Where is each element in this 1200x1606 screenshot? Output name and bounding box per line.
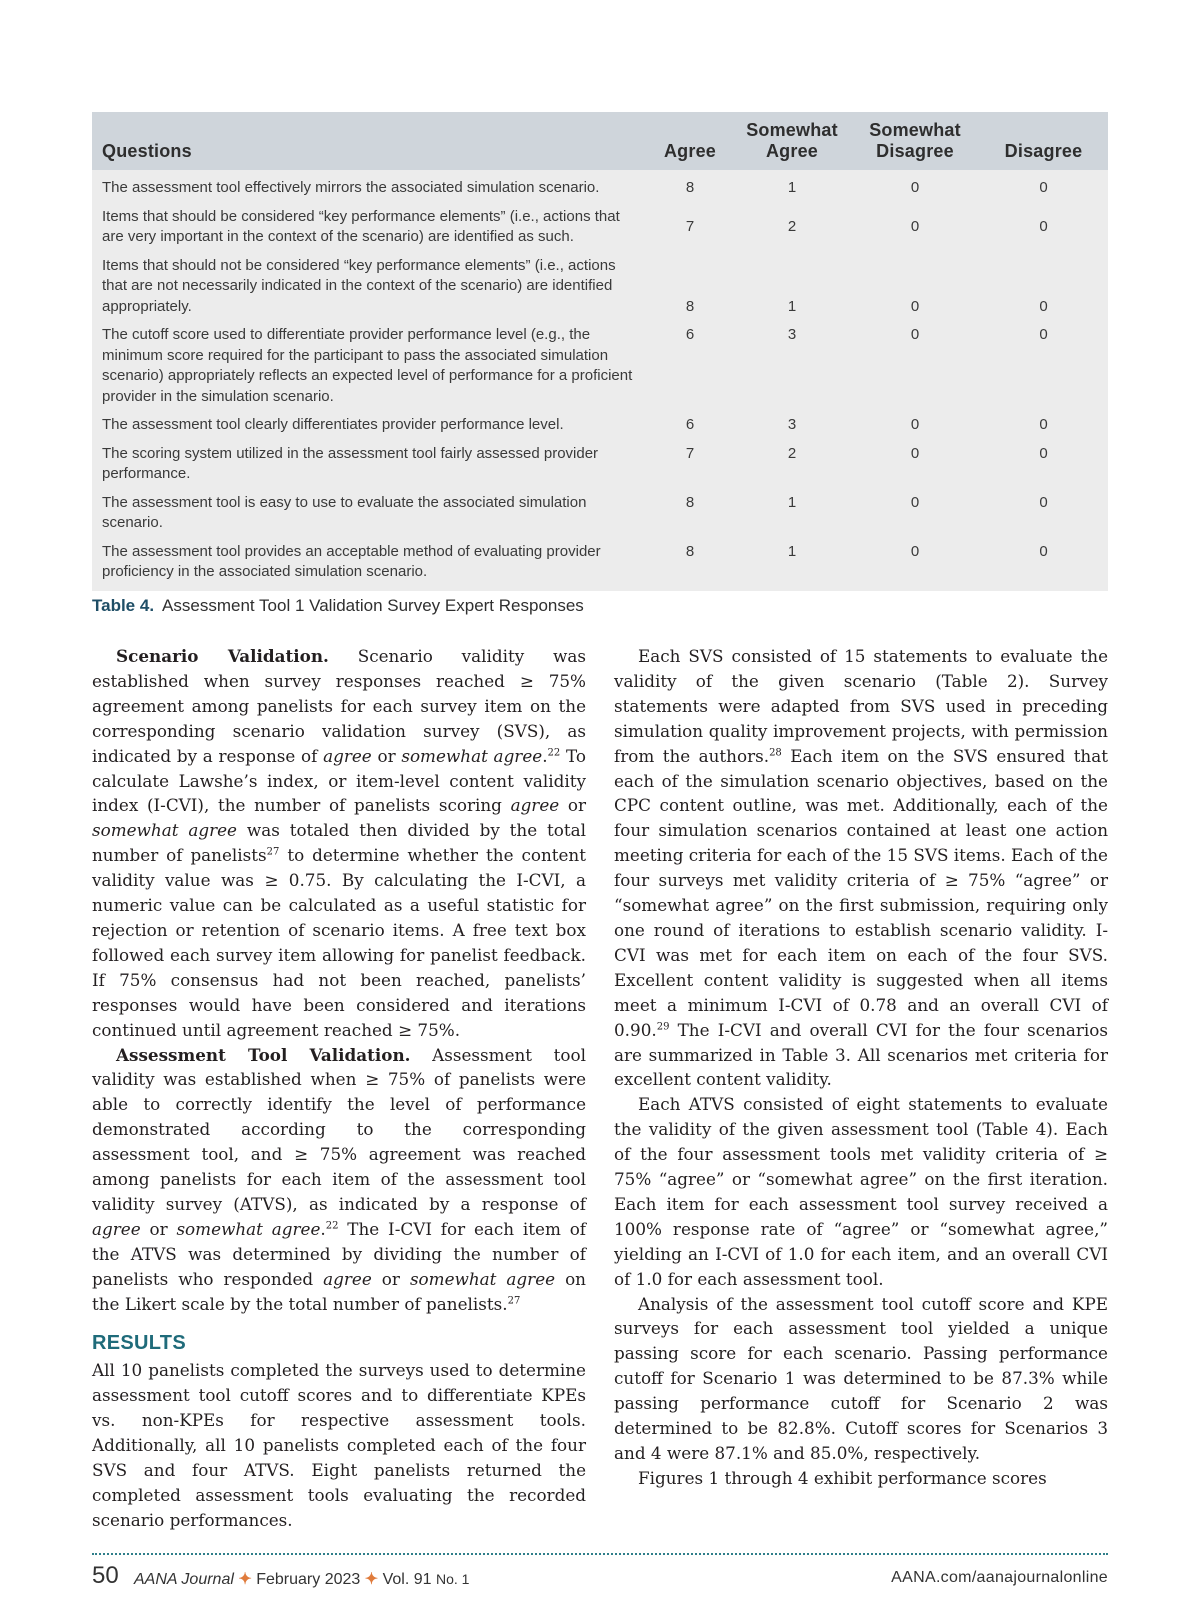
table-row (92, 321, 1108, 411)
agree-cell: 7 (685, 444, 695, 462)
table-row (92, 440, 1108, 489)
table-row (92, 538, 1108, 591)
somewhat-disagree-cell: 0 (910, 217, 920, 235)
page-number: 50 (92, 1562, 119, 1589)
scenario-validation-heading: Scenario Validation. (116, 646, 329, 666)
agree-cell: 8 (685, 493, 695, 511)
agree-cell: 8 (685, 297, 695, 315)
header-somewhat-disagree: Somewhat Disagree (869, 120, 961, 161)
table-4 (92, 112, 1108, 591)
journal-website-link[interactable]: AANA.com/aanajournalonline (891, 1569, 1108, 1586)
question-cell: The assessment tool provides an acceptable method of evaluating provider proficiency in the associated simulation scenario. (102, 542, 601, 580)
question-cell: Items that should be considered “key performance elements” (i.e., actions that are very important in the context of the scenario) are identified as such. (102, 207, 620, 245)
table-row (92, 411, 1108, 440)
left-column (92, 644, 586, 1533)
table-row (92, 203, 1108, 252)
agree-cell: 8 (685, 179, 695, 196)
assessment-tool-validation-paragraph: Assessment Tool Validation. Assessment tool validity was established when ≥ 75% of panelists were able to correctly identify the level of performance demonstrated according to the corresponding assessment tool, and ≥ 75% agreement was reached among panelists for each item of the assessment tool validity survey (ATVS), as indicated by a response of agree or somewhat agree.$^{22}$ The I-CVI for each item of the ATVS was determined by dividing the number of panelists who responded agree or somewhat agree on the Likert scale by the total number of panelists.$^{27}$ (92, 1044, 587, 1314)
somewhat-disagree-cell: 0 (910, 444, 920, 462)
table-caption-label: Table 4. (92, 596, 155, 615)
citation-superscript: 27 (266, 846, 280, 858)
somewhat-agree-cell: 1 (787, 297, 797, 315)
scenario-validation-paragraph: Scenario Validation. Scenario validity was established when survey responses reached ≥ 75% agreement among panelists for each survey item on the corresponding scenario validation survey (SVS), as indicated by a response of agree or somewhat agree.$^{22}$ To calculate Lawshe’s index, or item-level content validity index (I-CVI), the number of panelists scoring agree or somewhat agree was totaled then divided by the total number of panelists$^{27}$ to determine whether the content validity value was ≥ 0.75. By calculating the I-CVI, a numeric value can be calculated as a useful statistic for rejection or retention of scenario items. A free text box followed each survey item allowing for panelist feedback. If 75% consensus had not been reached, panelists’ responses would have been considered and iterations continued until agreement reached ≥ 75%. (92, 646, 587, 1040)
agree-cell: 8 (685, 542, 695, 560)
citation-superscript: 27 (507, 1294, 521, 1306)
table-caption (92, 596, 584, 616)
agree-cell: 6 (685, 326, 695, 343)
somewhat-agree-cell: 1 (787, 542, 797, 560)
results-paragraph: All 10 panelists completed the surveys used to determine assessment tool cutoff scores and to differentiate KPEs vs. non-KPEs for respective assessment tools. Additionally, all 10 panelists completed each of the four SVS and four ATVS. Eight panelists returned the completed assessment tools evaluating the recorded scenario performances. (92, 1360, 586, 1530)
cutoff-paragraph: Analysis of the assessment tool cutoff score and KPE surveys for each assessment tool yielded a unique passing score for each scenario. Passing performance cutoff for Scenario 1 was determined to be 87.3% while passing performance cutoff for Scenario 2 was determined to be 82.8%. Cutoff scores for Scenarios 3 and 4 were 87.1% and 85.0%, respectively. (614, 1293, 1108, 1463)
question-cell: The assessment tool clearly differentiates provider performance level. (102, 416, 564, 433)
somewhat-disagree-cell: 0 (910, 326, 920, 343)
question-cell: The scoring system utilized in the assessment tool fairly assessed provider performance. (102, 444, 599, 482)
somewhat-disagree-cell: 0 (910, 179, 920, 196)
figures-paragraph: Figures 1 through 4 exhibit performance scores (638, 1467, 1047, 1488)
journal-citation: AANA Journal ✦ February 2023 ✦ Vol. 91 No. 1 (134, 1571, 470, 1588)
somewhat-disagree-cell: 0 (910, 542, 920, 560)
somewhat-agree-cell: 1 (787, 179, 797, 196)
disagree-cell: 0 (1039, 444, 1048, 462)
question-cell: The assessment tool is easy to use to evaluate the associated simulation scenario. (102, 493, 587, 531)
question-cell: Items that should not be considered “key performance elements” (i.e., actions that are not necessarily indicated in the context of the scenario) are identified appropriately. (102, 256, 616, 315)
header-somewhat-agree: Somewhat Agree (746, 120, 838, 161)
atvs-paragraph: Each ATVS consisted of eight statements to evaluate the validity of the given assessment tool (Table 4). Each of the four assessment tools met validity criteria of ≥ 75% “agree” or “somewhat agree” on the first iteration. Each item for each assessment tool survey received a 100% response rate of “agree” or “somewhat agree,” yielding an I-CVI of 1.0 for each item, and an overall CVI of 1.0 for each assessment tool. (614, 1094, 1108, 1289)
citation-superscript: 22 (547, 747, 561, 759)
table-row (92, 252, 1108, 322)
svs-paragraph: Each SVS consisted of 15 statements to evaluate the validity of the given scenario (Table 2). Survey statements were adapted from SVS used in preceding simulation quality improvement projects, with permission from the authors.$^{28}$ Each item on the SVS ensured that each of the simulation scenario objectives, based on the CPC content outline, was met. Additionally, each of the four simulation scenarios contained at least one action meeting criteria for each of the 15 SVS items. Each of the four surveys met validity criteria of ≥ 75% “agree” or “somewhat agree” on the first submission, requiring only one round of iterations to establish scenario validity. I-CVI was met for each item on each of the four SVS. Excellent content validity is suggested when all items meet a minimum I-CVI of 0.78 and an overall CVI of 0.90.29 The I-CVI and overall CVI for the four scenarios are summarized in Table 3. All scenarios met criteria for excellent content validity. (614, 646, 1108, 1090)
somewhat-disagree-cell: 0 (910, 416, 920, 433)
results-heading: RESULTS (92, 1332, 186, 1355)
somewhat-agree-cell: 1 (787, 493, 797, 511)
table-caption-text: Assessment Tool 1 Validation Survey Expert Responses (162, 596, 584, 615)
header-questions: Questions (102, 141, 192, 161)
somewhat-disagree-cell: 0 (910, 493, 920, 511)
somewhat-agree-cell: 2 (787, 444, 797, 462)
citation-superscript: 22 (325, 1220, 339, 1232)
survey-table (92, 112, 1108, 591)
header-disagree: Disagree (1004, 141, 1083, 161)
agree-cell: 6 (685, 416, 695, 433)
disagree-cell: 0 (1039, 297, 1048, 315)
question-cell: The cutoff score used to differentiate provider performance level (e.g., the minimum score required for the participant to pass the associated simulation scenario) appropriately reflects an expected level of performance for a proficient provider in the simulation scenario. (102, 326, 633, 405)
footer-divider (92, 1553, 1108, 1555)
table-row (92, 489, 1108, 538)
somewhat-disagree-cell: 0 (910, 297, 920, 315)
disagree-cell: 0 (1039, 416, 1048, 433)
plus-icon: ✦ (238, 1571, 252, 1588)
citation-superscript: 28 (769, 747, 782, 759)
disagree-cell: 0 (1039, 217, 1048, 235)
plus-icon: ✦ (364, 1571, 379, 1588)
assessment-tool-validation-heading: Assessment Tool Validation. (116, 1044, 411, 1065)
somewhat-agree-cell: 3 (787, 416, 797, 433)
citation-superscript: 29 (656, 1021, 670, 1032)
somewhat-agree-cell: 3 (787, 326, 797, 343)
table-row (92, 170, 1108, 203)
disagree-cell: 0 (1039, 542, 1048, 560)
agree-cell: 7 (685, 217, 695, 235)
disagree-cell: 0 (1039, 179, 1048, 196)
table-header-row (92, 112, 1108, 170)
header-agree: Agree (663, 141, 717, 161)
somewhat-agree-cell: 2 (787, 217, 797, 235)
question-cell: The assessment tool effectively mirrors the associated simulation scenario. (102, 179, 600, 196)
disagree-cell: 0 (1039, 326, 1048, 343)
disagree-cell: 0 (1039, 493, 1048, 511)
right-column (614, 644, 1108, 1491)
